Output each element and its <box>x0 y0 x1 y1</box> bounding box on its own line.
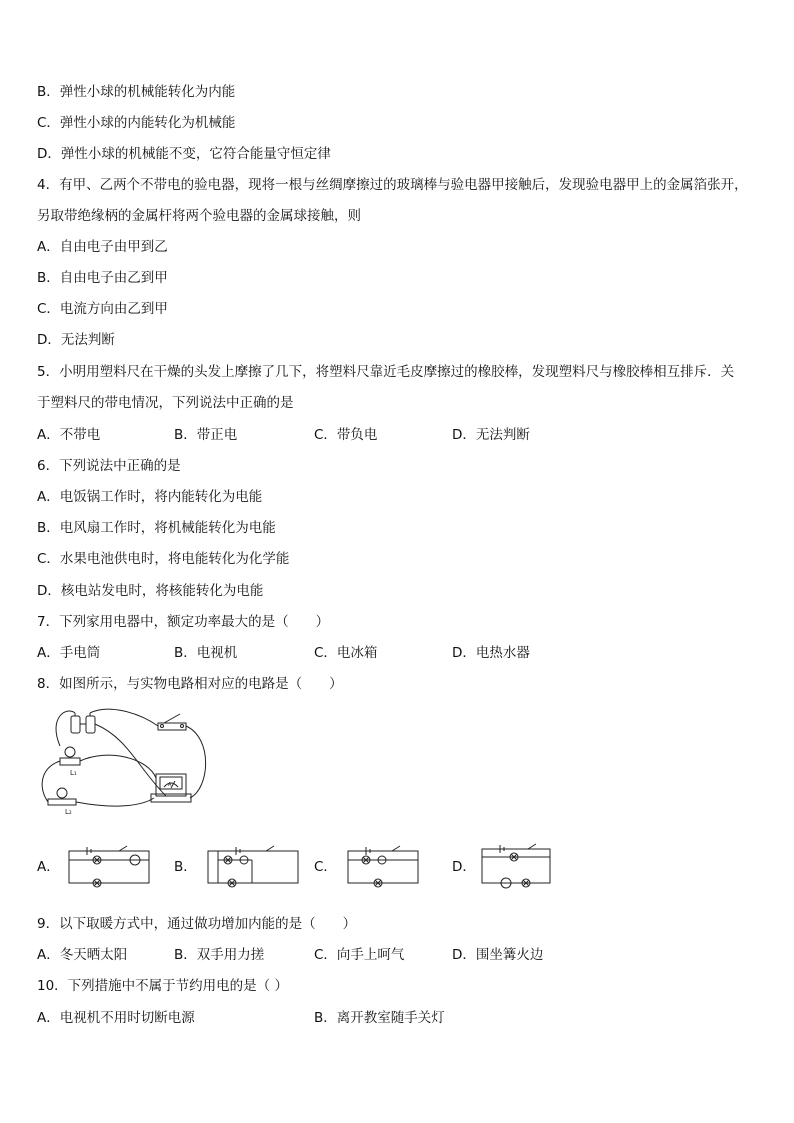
q9-options-row <box>37 946 757 964</box>
q3-option-d: D．弹性小球的机械能不变，它符合能量守恒定律 <box>37 146 331 162</box>
q6-option-c: C．水果电池供电时，将电能转化为化学能 <box>37 551 290 567</box>
q3-option-b: B．弹性小球的机械能转化为内能 <box>37 84 236 100</box>
q9-option-c: C．向手上呵气 <box>314 947 405 963</box>
q5-option-a: A．不带电 <box>37 427 101 443</box>
q7-option-a: A．手电筒 <box>37 645 101 661</box>
q9-option-d: D．围坐篝火边 <box>452 947 544 963</box>
q8-option-d <box>452 843 556 893</box>
lamp-l1-label: L₁ <box>70 769 77 777</box>
q5-options-row <box>37 426 757 444</box>
lamp-l2-icon <box>48 788 76 805</box>
circuit-c-icon <box>344 843 424 893</box>
q8-option-a-label: A． <box>37 859 60 875</box>
q4-option-b: B．自由电子由乙到甲 <box>37 270 168 286</box>
q9-stem: 9．以下取暖方式中，通过做功增加内能的是（ ） <box>37 916 357 932</box>
q5-option-b: B．带正电 <box>174 427 238 443</box>
q6-option-a: A．电饭锅工作时，将内能转化为电能 <box>37 489 263 505</box>
physical-circuit-figure <box>38 708 210 818</box>
q5-option-d: D．无法判断 <box>452 427 530 443</box>
q9-option-a: A．冬天晒太阳 <box>37 947 128 963</box>
battery-icon <box>71 713 95 733</box>
q7-option-d: D．电热水器 <box>452 645 530 661</box>
q8-option-d-label: D． <box>452 859 476 875</box>
q8-option-b <box>174 843 306 888</box>
q10-option-a: A．电视机不用时切断电源 <box>37 1010 195 1026</box>
q10-option-b: B．离开教室随手关灯 <box>314 1010 445 1026</box>
circuit-d-icon <box>478 843 556 893</box>
q7-option-c: C．电冰箱 <box>314 645 378 661</box>
q8-option-b-label: B． <box>174 859 197 875</box>
q7-options-row <box>37 644 757 662</box>
q3-option-c: C．弹性小球的内能转化为机械能 <box>37 115 236 131</box>
q4-option-c: C．电流方向由乙到甲 <box>37 301 168 317</box>
circuit-b-icon <box>204 843 306 888</box>
q6-option-b: B．电风扇工作时，将机械能转化为电能 <box>37 520 276 536</box>
q5-stem-line2: 于塑料尺的带电情况，下列说法中正确的是 <box>37 395 294 411</box>
q8-option-c <box>314 843 424 893</box>
switch-icon <box>158 714 186 730</box>
q6-option-d: D．核电站发电时，将核能转化为电能 <box>37 583 264 599</box>
q9-option-b: B．双手用力搓 <box>174 947 265 963</box>
q5-stem-line1: 5．小明用塑料尺在干燥的头发上摩擦了几下，将塑料尺靠近毛皮摩擦过的橡胶棒，发现塑料尺与橡胶棒相互排斥．关 <box>37 364 735 380</box>
q7-option-b: B．电视机 <box>174 645 238 661</box>
q4-option-d: D．无法判断 <box>37 332 115 348</box>
q4-stem-line1: 4．有甲、乙两个不带电的验电器，现将一根与丝绸摩擦过的玻璃棒与验电器甲接触后，发现验电器甲上的金属箔张开， <box>37 177 748 193</box>
q4-stem-line2: 另取带绝缘柄的金属杆将两个验电器的金属球接触，则 <box>37 208 361 224</box>
lamp-l2-label: L₂ <box>65 808 72 816</box>
q6-stem: 6．下列说法中正确的是 <box>37 458 181 474</box>
circuit-a-icon <box>65 843 161 888</box>
q4-option-a: A．自由电子由甲到乙 <box>37 239 168 255</box>
lamp-l1-icon <box>60 747 80 765</box>
q8-stem: 8．如图所示，与实物电路相对应的电路是（ ） <box>37 676 343 692</box>
q8-option-c-label: C． <box>314 859 337 875</box>
ammeter-label: A <box>168 782 172 788</box>
ammeter-icon <box>151 774 191 802</box>
q8-option-a <box>37 843 161 888</box>
q10-stem: 10．下列措施中不属于节约用电的是（ ） <box>37 978 288 994</box>
q5-option-c: C．带负电 <box>314 427 378 443</box>
q7-stem: 7．下列家用电器中，额定功率最大的是（ ） <box>37 614 330 630</box>
q10-options-row <box>37 1009 757 1027</box>
